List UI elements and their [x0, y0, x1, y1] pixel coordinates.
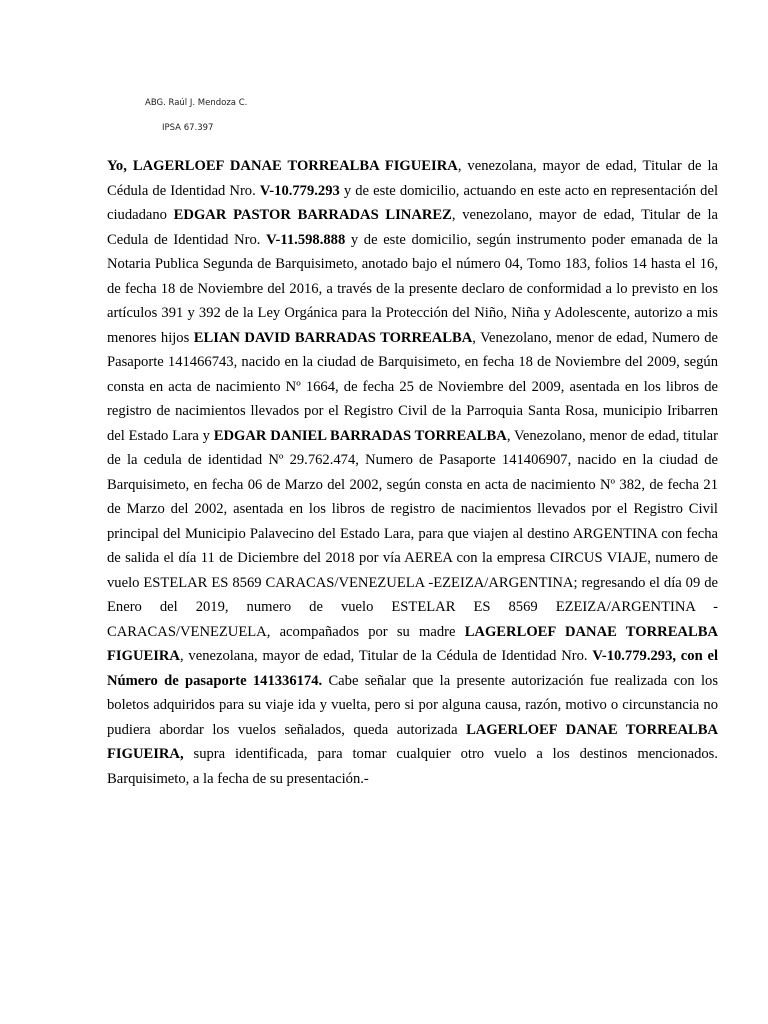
authorization-body — [107, 154, 718, 791]
text-segment-bold: EDGAR DANIEL BARRADAS TORREALBA — [213, 427, 507, 444]
text-segment-bold: LAGERLOEF DANAE TORREALBA FIGUEIRA, — [107, 721, 718, 762]
text-segment-bold: Yo, LAGERLOEF DANAE TORREALBA FIGUEIRA — [107, 158, 458, 174]
text-segment: supra identificada, para tomar cualquier otro vuelo a los destinos mencionados. Barquisimeto, a la fecha de su presentación.- — [107, 746, 718, 787]
text-segment: , venezolana, mayor de edad, Titular de la Cédula de Identidad Nro. — [107, 158, 719, 199]
text-segment: Cabe señalar que la presente autorización fue realizada con los boletos adquiridos para su viaje ida y vuelta, pero si por alguna causa, razón, motivo o circunstancia no pudiera abordar los vuelos señalados, queda autorizada — [107, 672, 718, 738]
text-segment-bold: V-10.779.293 — [259, 182, 340, 199]
text-segment-bold: V-11.598.888 — [266, 231, 346, 248]
text-segment-bold: LAGERLOEF DANAE TORREALBA FIGUEIRA — [107, 623, 718, 664]
text-segment-bold: V-10.779.293, con el Número de pasaporte 141336174. — [107, 648, 718, 689]
text-segment: , Venezolano, menor de edad, Numero de Pasaporte 141466743, nacido en la ciudad de Barquisimeto, en fecha 18 de Noviembre del 2009, según consta en acta de nacimiento Nº 1664, de fecha 25 de Noviembre del 2009, asentada en los libros de registro de nacimientos llevados por el Registro Civil de la Parroquia Santa Rosa, municipio Iribarren del Estado Lara y — [107, 329, 718, 444]
attorney-name: ABG. Raúl J. Mendoza C. — [145, 98, 248, 108]
text-segment: , Venezolano, menor de edad, titular de la cedula de identidad Nº 29.762.474, Numero de Pasaporte 141406907, nacido en la ciudad de Barquisimeto, en fecha 06 de Marzo del 2002, según consta en acta de nacimiento Nº 382, de fecha 21 de Marzo del 2002, asentada en los libros de registro de nacimientos llevados por el Registro Civil principal del Municipio Palavecino del Estado Lara, para que viajen al destino ARGENTINA con fecha de salida el día 11 de Diciembre del 2018 por vía AEREA con la empresa CIRCUS VIAJE, numero de vuelo ESTELAR ES 8569 CARACAS/VENEZUELA -EZEIZA/ARGENTINA; regresando el día 09 de Enero del 2019, numero de vuelo ESTELAR ES 8569 EZEIZA/ARGENTINA - CARACAS/VENEZUELA, acompañados por su madre — [107, 427, 718, 640]
attorney-ipsa-number: IPSA 67.397 — [162, 123, 214, 133]
text-segment-bold: EDGAR PASTOR BARRADAS LINAREZ — [173, 207, 452, 223]
text-segment: y de este domicilio, actuando en este acto en representación del ciudadano — [107, 182, 718, 223]
text-segment: y de este domicilio, según instrumento poder emanada de la Notaria Publica Segunda de Barquisimeto, anotado bajo el número 04, Tomo 183, folios 14 hasta el 16, de fecha 18 de Noviembre del 2016, a través de la presente declaro de conformidad a lo previsto en los artículos 391 y 392 de la Ley Orgánica para la Protección del Niño, Niña y Adolescente, autorizo a mis menores hijos — [107, 231, 718, 346]
text-segment: , venezolana, mayor de edad, Titular de la Cédula de Identidad Nro. — [179, 648, 593, 664]
text-segment-bold: ELIAN DAVID BARRADAS TORREALBA — [193, 329, 473, 346]
text-segment: , venezolano, mayor de edad, Titular de la Cedula de Identidad Nro. — [107, 207, 718, 248]
